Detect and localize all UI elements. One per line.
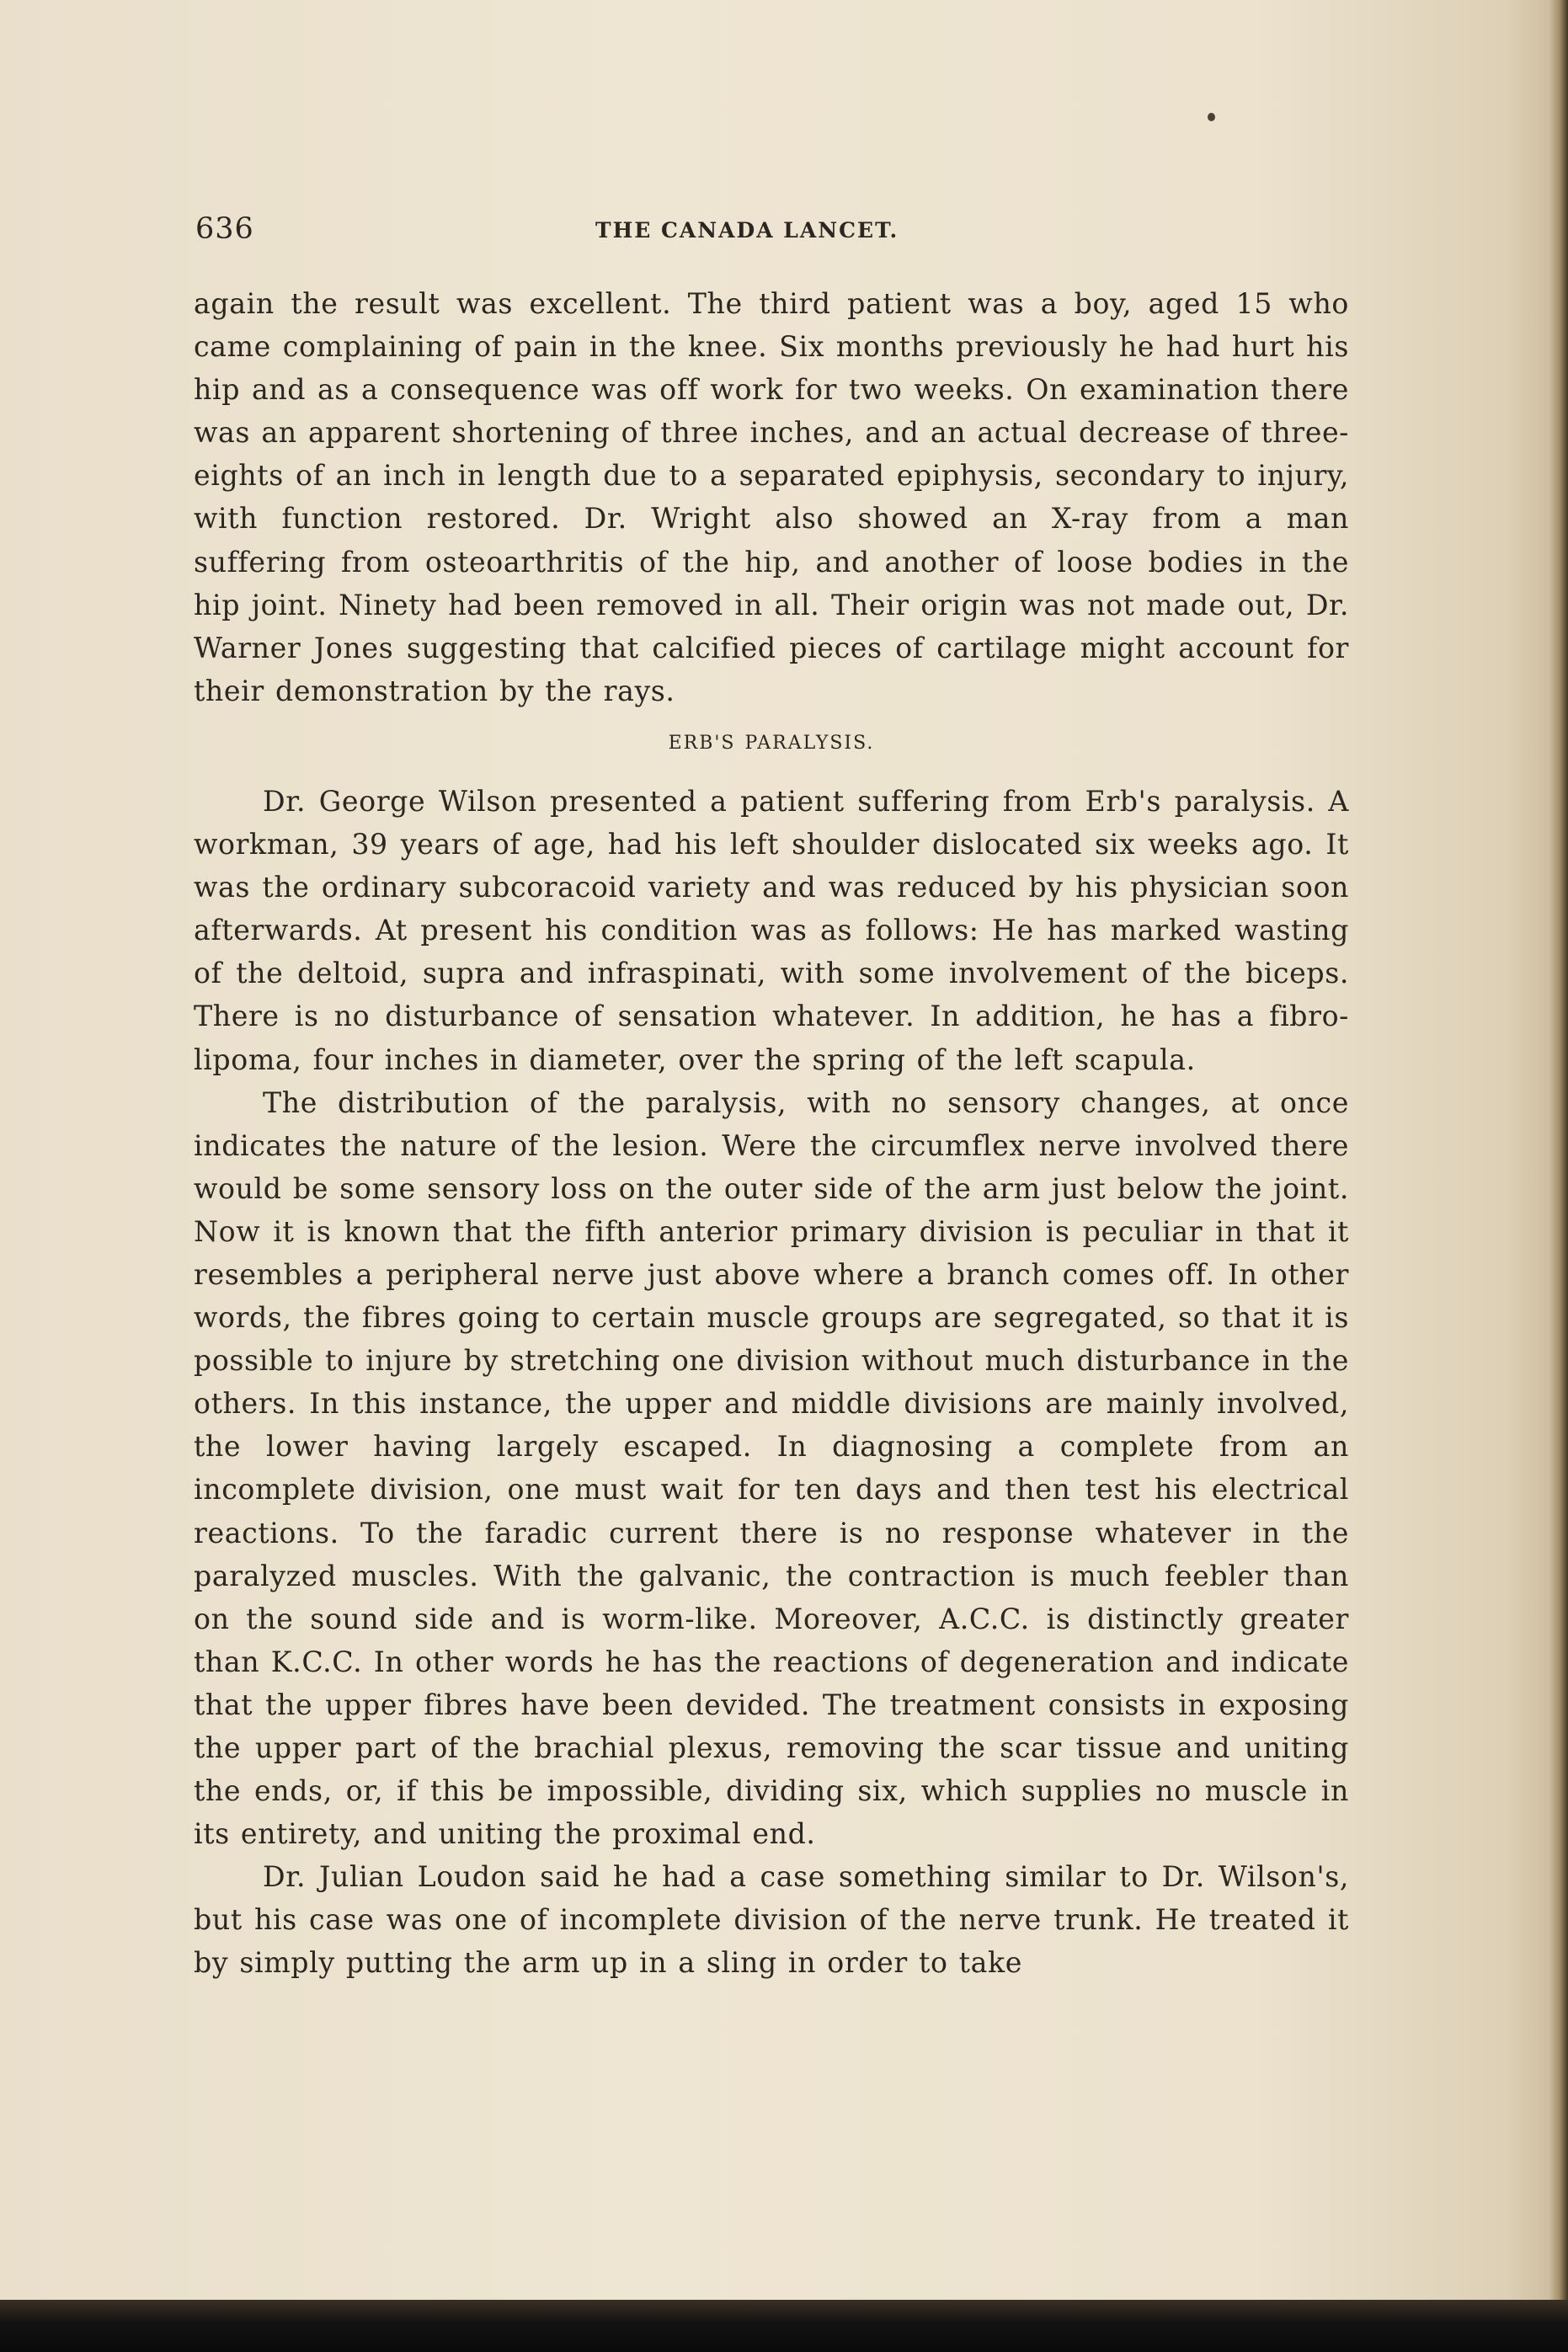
section-heading: ERB'S PARALYSIS. xyxy=(668,732,875,754)
paragraph-loudon: Dr. Julian Loudon said he had a case something similar to Dr. Wilson's, but his case was one of incomplete division of the nerve trunk. He treated it by simply putting the arm up in a sling in order to take xyxy=(194,1860,1349,1980)
scan-bottom-border xyxy=(0,2300,1568,2352)
body-text xyxy=(194,282,1349,1985)
running-head: THE CANADA LANCET. xyxy=(595,218,899,243)
ink-speck xyxy=(1208,113,1215,121)
page-fore-edge xyxy=(1549,0,1568,2352)
page-number: 636 xyxy=(195,212,254,246)
paragraph-continued: again the result was excellent. The third patient was a boy, aged 15 who came complaining of pain in the knee. Six months previously he had hurt his hip and as a consequence was off work for two weeks. On examination there was an apparent shortening of three inches, and an actual decrease of three-eights of an inch in length due to a separated epiphysis, secondary to injury, with function restored. Dr. Wright also showed an X-ray from a man suffering from osteoarthritis of the hip, and another of loose bodies in the hip joint. Ninety had been removed in all. Their origin was not made out, Dr. Warner Jones suggesting that calcified pieces of cartilage might account for their demonstration by the rays. xyxy=(194,287,1349,707)
paragraph-wilson-case: Dr. George Wilson presented a patient suffering from Erb's paralysis. A workman, 39 years of age, had his left shoulder dislocated six weeks ago. It was the ordinary subcoracoid variety and was reduced by his physician soon afterwards. At present his condition was as follows: He has marked wasting of the deltoid, supra and infraspinati, with some involvement of the biceps. There is no disturbance of sensation whatever. In addition, he has a fibro-lipoma, four inches in diameter, over the spring of the left scapula. xyxy=(194,784,1349,1076)
page-header xyxy=(195,212,1349,254)
paragraph-distribution: The distribution of the paralysis, with no sensory changes, at once indicates the nature of the lesion. Were the circumflex nerve involved there would be some sensory loss on the outer side of the arm just below the joint. Now it is known that the fifth anterior primary division is peculiar in that it resembles a peripheral nerve just above where a branch comes off. In other words, the fibres going to certain muscle groups are segregated, so that it is possible to injure by stretching one division without much disturbance in the others. In this instance, the upper and middle divisions are mainly involved, the lower having largely escaped. In diagnosing a complete from an incomplete division, one must wait for ten days and then test his electrical reactions. To the faradic current there is no response whatever in the paralyzed muscles. With the galvanic, the contraction is much feebler than on the sound side and is worm-like. Moreover, A.C.C. is distinctly greater than K.C.C. In other words he has the reactions of degeneration and indicate that the upper fibres have been devided. The treatment consists in exposing the upper part of the brachial plexus, removing the scar tissue and uniting the ends, or, if this be impossible, dividing six, which supplies no muscle in its entirety, and uniting the proximal end. xyxy=(194,1085,1349,1851)
